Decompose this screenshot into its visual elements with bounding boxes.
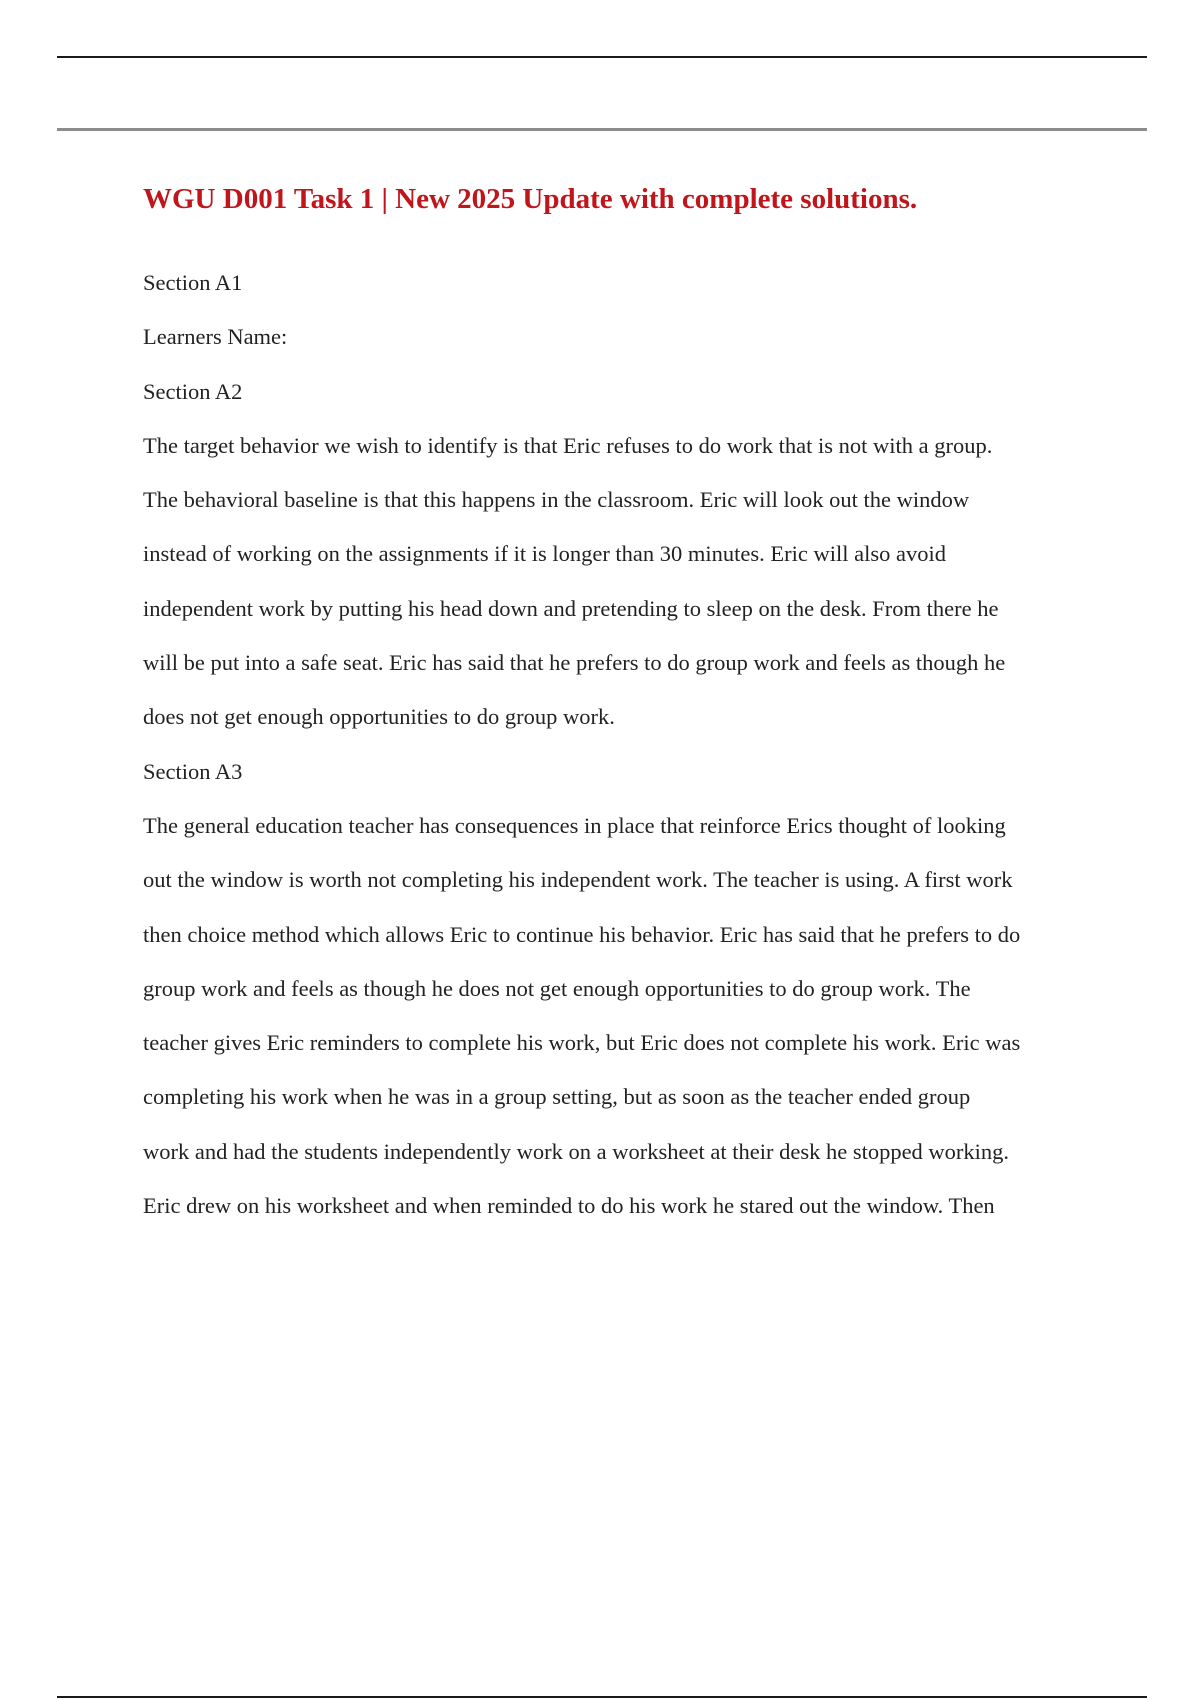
paragraph-line: group work and feels as though he does not get enough opportunities to do group work. The [143, 975, 971, 1001]
paragraph-line: completing his work when he was in a group setting, but as soon as the teacher ended group [143, 1084, 971, 1110]
document-title: WGU D001 Task 1 | New 2025 Update with complete solutions. [143, 183, 918, 215]
paragraph-line: The target behavior we wish to identify is that Eric refuses to do work that is not with a group. [143, 432, 993, 458]
document-page [143, 178, 1073, 1233]
paragraph-line: out the window is worth not completing his independent work. The teacher is using. A first work [143, 867, 1013, 893]
paragraph-line: will be put into a safe seat. Eric has said that he prefers to do group work and feels as though he [143, 650, 1006, 676]
section-heading-a1: Section A1 [143, 270, 243, 295]
paragraph-line: then choice method which allows Eric to continue his behavior. Eric has said that he prefers to do [143, 921, 1021, 947]
bottom-border-line [57, 1696, 1147, 1698]
top-border-line [57, 56, 1147, 58]
paragraph-line: teacher gives Eric reminders to complete his work, but Eric does not complete his work. Eric was [143, 1030, 1021, 1056]
paragraph-line: The behavioral baseline is that this happens in the classroom. Eric will look out the window [143, 487, 970, 513]
paragraph-line: work and had the students independently work on a worksheet at their desk he stopped working. [143, 1138, 1010, 1164]
paragraph-line: does not get enough opportunities to do group work. [143, 704, 615, 730]
document-body [143, 256, 1073, 1233]
paragraph-line: The general education teacher has consequences in place that reinforce Erics thought of looking [143, 812, 1006, 838]
paragraph-line: Eric drew on his worksheet and when reminded to do his work he stared out the window. Then [143, 1193, 995, 1219]
paragraph-line: instead of working on the assignments if it is longer than 30 minutes. Eric will also avoid [143, 541, 947, 567]
section-heading-a3: Section A3 [143, 758, 243, 784]
paragraph-line: independent work by putting his head down and pretending to sleep on the desk. From there he [143, 595, 999, 621]
learners-name-label: Learners Name: [143, 324, 288, 350]
header-divider-line [57, 128, 1147, 131]
section-heading-a2: Section A2 [143, 378, 243, 404]
